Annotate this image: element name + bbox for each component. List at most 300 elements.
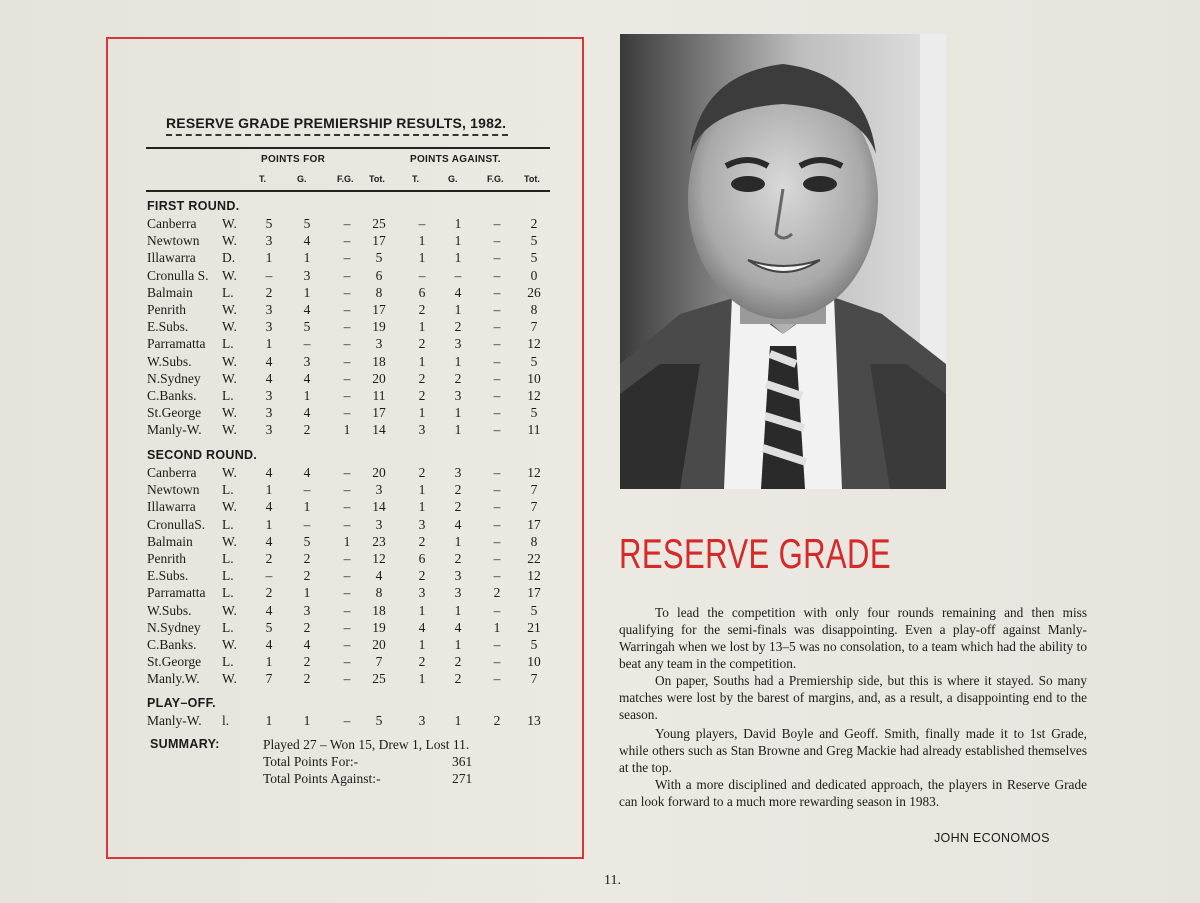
score-cell: – [493,654,501,670]
table-row [0,603,600,620]
score-cell: 3 [454,568,462,584]
score-cell: 7 [530,671,538,687]
score-cell: – [493,671,501,687]
score-cell: 5 [265,619,273,635]
score-cell: 4 [265,370,273,386]
title-dashed-rule [166,134,508,136]
team-name: Canberra [147,465,197,480]
score-cell: 6 [375,267,383,283]
score-cell: 2 [454,671,462,687]
column-header: F.G. [337,174,354,184]
score-cell: 1 [265,654,273,670]
score-cell: 11 [372,388,386,403]
score-cell: 2 [418,654,426,670]
score-cell: 2 [418,302,426,317]
score-cell: – [343,353,351,369]
score-cell: 3 [265,388,273,403]
score-cell: 2 [418,533,426,549]
column-header: G. [297,174,307,184]
match-result: W. [222,671,237,687]
table-row [0,534,600,551]
table-row [0,285,600,302]
score-cell: – [343,370,351,386]
points-for-heading: POINTS FOR [261,154,326,165]
score-cell: 1 [454,533,462,549]
score-cell: 4 [265,533,273,549]
score-cell: 3 [265,422,273,438]
score-cell: 2 [418,336,426,352]
score-cell: – [343,267,351,283]
score-cell: 2 [418,388,426,403]
score-cell: 12 [527,388,541,403]
score-cell: 1 [454,353,462,369]
score-cell: – [343,302,351,317]
score-cell: 1 [303,499,311,515]
score-cell: 17 [372,233,386,249]
score-cell: 4 [375,568,383,584]
score-cell: – [303,516,311,532]
points-against-heading: POINTS AGAINST. [410,154,501,165]
score-cell: 26 [527,284,541,300]
score-cell: – [493,405,501,421]
score-cell: – [493,336,501,352]
match-result: W. [222,602,237,618]
team-name: St.George [147,405,202,421]
score-cell: – [493,284,501,300]
score-cell: – [493,482,501,498]
score-cell: – [493,250,501,266]
score-cell: – [493,568,501,584]
playoff-heading: PLAY–OFF. [147,696,216,710]
table-row [0,371,600,388]
score-cell: 5 [530,233,538,249]
score-cell: – [343,551,351,566]
match-result: W. [222,319,237,335]
table-row [0,713,600,730]
score-cell: 7 [530,482,538,498]
match-result: W. [222,499,237,515]
score-cell: – [493,302,501,317]
score-cell: 12 [527,568,541,584]
score-cell: 1 [418,637,426,652]
article-paragraph: Young players, David Boyle and Geoff. Smith, finally made it to 1st Grade, while others such as Stan Browne and Greg Mackie had already established themselves at the top. [619,726,1087,775]
match-result: L. [222,482,234,498]
score-cell: 6 [418,284,426,300]
score-cell: 1 [343,422,351,438]
score-cell: 1 [303,284,311,300]
score-cell: 19 [372,319,386,335]
table-row [0,551,600,568]
score-cell: 1 [454,602,462,618]
coach-portrait-photo [620,34,946,489]
summary-points-for-label: Total Points For:- [263,754,359,769]
score-cell: – [343,405,351,421]
score-cell: 5 [303,533,311,549]
score-cell: – [343,465,351,480]
score-cell: 5 [265,216,273,231]
summary-points-against-label: Total Points Against:- [263,771,381,786]
score-cell: 3 [418,422,426,438]
match-result: W. [222,465,237,480]
score-cell: 2 [303,551,311,566]
score-cell: 6 [418,551,426,566]
score-cell: 7 [265,671,273,687]
score-cell: 5 [530,353,538,369]
score-cell: 3 [418,713,426,728]
score-cell: – [493,319,501,335]
team-name: Illawarra [147,250,196,266]
table-row [0,465,600,482]
score-cell: 19 [372,619,386,635]
score-cell: 1 [418,671,426,687]
score-cell: 4 [265,602,273,618]
team-name: CronullaS. [147,516,206,532]
score-cell: 1 [418,482,426,498]
score-cell: 10 [527,654,541,670]
score-cell: – [343,619,351,635]
score-cell: 2 [454,551,462,566]
score-cell: 2 [265,284,273,300]
score-cell: 12 [527,336,541,352]
match-result: W. [222,233,237,249]
table-row [0,422,600,439]
score-cell: – [343,499,351,515]
table-row [0,568,600,585]
score-cell: – [343,713,351,728]
match-result: L. [222,336,234,352]
table-row [0,354,600,371]
score-cell: – [343,516,351,532]
article-paragraph: On paper, Souths had a Premiership side, but this is where it stayed. So many matches were lost by the barest of margins, and, as a result, a disappointing end to the season. [619,673,1087,722]
score-cell: 22 [527,551,541,566]
table-row [0,637,600,654]
match-result: W. [222,216,237,231]
score-cell: 2 [418,370,426,386]
score-cell: – [493,422,501,438]
score-cell: 1 [303,585,311,601]
score-cell: 5 [530,602,538,618]
match-result: W. [222,637,237,652]
score-cell: 1 [418,405,426,421]
score-cell: 17 [527,585,541,601]
score-cell: 4 [303,637,311,652]
team-name: Cronulla S. [147,267,209,283]
score-cell: – [343,319,351,335]
team-name: Balmain [147,533,193,549]
score-cell: 4 [303,370,311,386]
score-cell: 2 [303,619,311,635]
match-result: L. [222,585,234,601]
column-header: F.G. [487,174,504,184]
score-cell: 3 [454,465,462,480]
score-cell: 2 [265,551,273,566]
table-row [0,499,600,516]
score-cell: – [343,482,351,498]
match-result: D. [222,250,236,266]
score-cell: – [493,533,501,549]
score-cell: 1 [343,533,351,549]
table-row [0,268,600,285]
score-cell: – [343,585,351,601]
score-cell: 14 [372,499,386,515]
score-cell: 1 [265,250,273,266]
score-cell: 4 [454,516,462,532]
match-result: L. [222,619,234,635]
summary-played: Played 27 – Won 15, Drew 1, Lost 11. [263,737,470,752]
score-cell: 3 [265,302,273,317]
score-cell: 3 [303,353,311,369]
score-cell: 12 [372,551,386,566]
score-cell: 3 [375,482,383,498]
score-cell: 8 [375,585,383,601]
score-cell: 2 [418,465,426,480]
score-cell: 14 [372,422,386,438]
score-cell: 2 [265,585,273,601]
summary-label: SUMMARY: [150,737,220,751]
score-cell: – [343,250,351,266]
score-cell: – [493,499,501,515]
team-name: W.Subs. [147,353,192,369]
score-cell: – [343,637,351,652]
score-cell: 2 [303,568,311,584]
column-header: T. [412,174,420,184]
table-row [0,654,600,671]
team-name: Balmain [147,284,193,300]
match-result: L. [222,654,234,670]
score-cell: 4 [418,619,426,635]
score-cell: 3 [265,319,273,335]
score-cell: – [343,233,351,249]
article-body [619,604,1087,810]
score-cell: 8 [375,284,383,300]
article-headline: RESERVE GRADE [619,530,891,577]
score-cell: 4 [454,284,462,300]
article-paragraph: With a more disciplined and dedicated approach, the players in Reserve Grade can look forward to a much more rewarding season in 1983. [619,777,1087,809]
score-cell: 2 [303,654,311,670]
score-cell: 1 [303,713,311,728]
score-cell: 5 [530,637,538,652]
score-cell: 23 [372,533,386,549]
score-cell: 2 [418,568,426,584]
score-cell: 17 [372,302,386,317]
score-cell: – [493,551,501,566]
score-cell: 1 [265,516,273,532]
team-name: Manly-W. [147,713,202,728]
score-cell: – [493,465,501,480]
table-row [0,620,600,637]
score-cell: 4 [265,465,273,480]
results-title: RESERVE GRADE PREMIERSHIP RESULTS, 1982. [166,115,507,131]
score-cell: 3 [303,267,311,283]
score-cell: 25 [372,671,386,687]
team-name: Illawarra [147,499,196,515]
match-result: W. [222,533,237,549]
score-cell: – [343,671,351,687]
score-cell: 5 [303,216,311,231]
score-cell: – [343,602,351,618]
score-cell: 17 [527,516,541,532]
match-result: l. [222,713,230,728]
score-cell: 5 [375,713,383,728]
score-cell: 7 [530,319,538,335]
column-header: G. [448,174,458,184]
score-cell: 5 [530,250,538,266]
team-name: Canberra [147,216,197,231]
score-cell: 3 [418,516,426,532]
score-cell: 10 [527,370,541,386]
article-paragraph: To lead the competition with only four rounds remaining and then miss qualifying for the semi-finals was disappointing. Even a play-off against Manly-Warringah when we lost by 13–5 was no consolation, to a team which had the ability to beat any team in the competition. [619,605,1087,671]
score-cell: – [493,516,501,532]
team-name: Parramatta [147,585,206,601]
page-number: 11. [604,873,621,888]
second-round-heading: SECOND ROUND. [147,448,258,462]
score-cell: 1 [418,250,426,266]
score-cell: – [343,388,351,403]
article-author: JOHN ECONOMOS [934,831,1050,845]
score-cell: 1 [265,482,273,498]
header-rule-top [146,147,550,149]
score-cell: 1 [418,353,426,369]
score-cell: 1 [454,405,462,421]
score-cell: 5 [530,405,538,421]
score-cell: 5 [303,319,311,335]
score-cell: 8 [530,533,538,549]
score-cell: 4 [303,405,311,421]
score-cell: 2 [493,713,501,728]
score-cell: 18 [372,602,386,618]
score-cell: – [493,353,501,369]
score-cell: – [493,216,501,231]
score-cell: – [454,267,462,283]
team-name: N.Sydney [147,370,201,386]
score-cell: 1 [418,319,426,335]
score-cell: 7 [375,654,383,670]
match-result: L. [222,388,234,403]
team-name: Manly-W. [147,422,202,438]
table-row [0,482,600,499]
team-name: N.Sydney [147,619,201,635]
score-cell: 3 [375,516,383,532]
score-cell: – [493,370,501,386]
score-cell: 0 [530,267,538,283]
score-cell: – [265,568,273,584]
summary-points-for-value: 361 [452,754,473,769]
score-cell: 20 [372,370,386,386]
team-name: C.Banks. [147,637,197,652]
score-cell: 2 [303,422,311,438]
score-cell: 18 [372,353,386,369]
match-result: W. [222,353,237,369]
score-cell: – [493,602,501,618]
team-name: C.Banks. [147,388,197,403]
team-name: St.George [147,654,202,670]
table-row [0,216,600,233]
table-row [0,517,600,534]
score-cell: 3 [454,388,462,403]
team-name: E.Subs. [147,568,189,584]
score-cell: 7 [530,499,538,515]
score-cell: 3 [418,585,426,601]
score-cell: 1 [418,602,426,618]
score-cell: – [343,284,351,300]
score-cell: – [343,336,351,352]
score-cell: 3 [454,336,462,352]
score-cell: 2 [493,585,501,601]
summary-points-against-value: 271 [452,771,473,786]
score-cell: 4 [303,302,311,317]
score-cell: 4 [303,233,311,249]
score-cell: 3 [265,405,273,421]
table-row [0,336,600,353]
score-cell: – [418,216,426,231]
score-cell: – [343,568,351,584]
column-header: Tot. [369,174,385,184]
score-cell: 1 [454,713,462,728]
table-row [0,319,600,336]
score-cell: 1 [265,713,273,728]
table-row [0,250,600,267]
score-cell: 4 [303,465,311,480]
score-cell: – [493,388,501,403]
match-result: L. [222,516,234,532]
header-rule-bottom [146,190,550,192]
table-row [0,233,600,250]
team-name: Parramatta [147,336,206,352]
score-cell: 4 [454,619,462,635]
column-header: Tot. [524,174,540,184]
score-cell: 1 [454,422,462,438]
match-result: L. [222,568,234,584]
team-name: Penrith [147,302,186,317]
score-cell: 20 [372,637,386,652]
score-cell: 2 [530,216,538,231]
team-name: Manly.W. [147,671,200,687]
score-cell: 2 [454,319,462,335]
score-cell: 4 [265,499,273,515]
score-cell: 2 [454,499,462,515]
match-result: W. [222,405,237,421]
score-cell: 4 [265,637,273,652]
score-cell: 21 [527,619,541,635]
score-cell: 17 [372,405,386,421]
table-row [0,405,600,422]
score-cell: 2 [454,370,462,386]
score-cell: 13 [527,713,541,728]
score-cell: 1 [454,216,462,231]
score-cell: – [493,267,501,283]
score-cell: 1 [493,619,501,635]
team-name: Penrith [147,551,186,566]
score-cell: – [303,482,311,498]
score-cell: 2 [454,654,462,670]
score-cell: 1 [418,233,426,249]
score-cell: 3 [265,233,273,249]
column-header: T. [259,174,267,184]
score-cell: 25 [372,216,386,231]
score-cell: – [418,267,426,283]
score-cell: – [493,233,501,249]
table-row [0,585,600,602]
score-cell: 4 [265,353,273,369]
score-cell: 1 [265,336,273,352]
team-name: E.Subs. [147,319,189,335]
score-cell: – [303,336,311,352]
team-name: Newtown [147,233,200,249]
match-result: L. [222,551,234,566]
score-cell: 3 [454,585,462,601]
score-cell: – [493,637,501,652]
score-cell: 5 [375,250,383,266]
